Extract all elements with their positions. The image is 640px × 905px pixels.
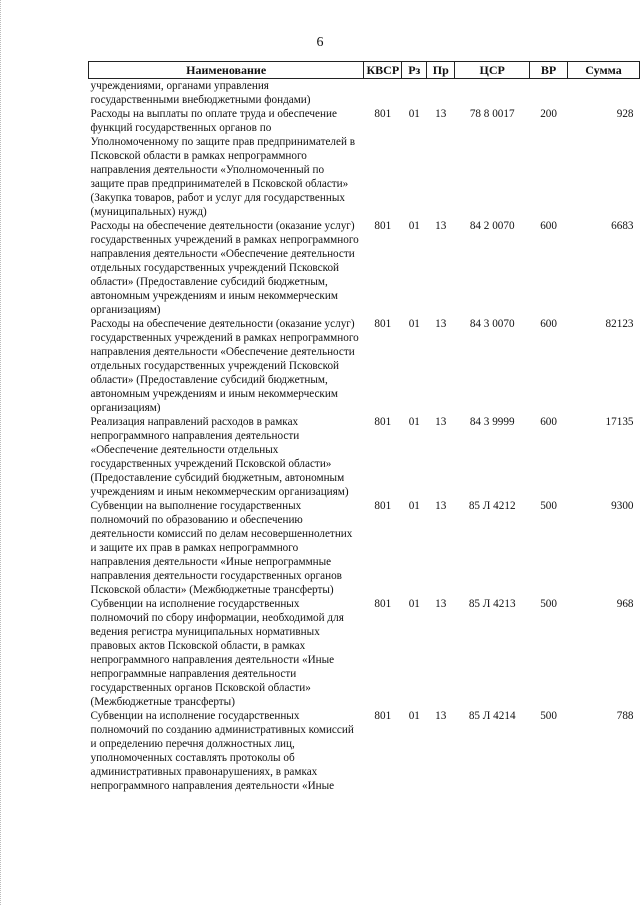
table-row bbox=[89, 107, 640, 219]
header-pr: Пр bbox=[427, 62, 455, 79]
table-row bbox=[89, 317, 640, 415]
row-rz: 01 bbox=[408, 318, 420, 330]
row-kvsr: 801 bbox=[374, 500, 392, 512]
row-csr: 84 3 0070 bbox=[469, 318, 515, 330]
table-row bbox=[89, 79, 640, 108]
row-vr: 500 bbox=[540, 598, 557, 610]
row-csr: 85 Л 4213 bbox=[468, 598, 516, 610]
row-rz: 01 bbox=[408, 710, 420, 722]
scan-edge bbox=[0, 0, 4, 905]
header-rz: Рз bbox=[402, 62, 427, 79]
row-name: Расходы на обеспечение деятельности (оказание услуг) государственных учреждений в рамках непрограммного направления деятельности «Обеспечение деятельности отдельных государственных учреждений Псковской области» (Предоставление субсидий бюджетным, автономным учреждениям и иным некоммерческим организациям) bbox=[90, 318, 359, 414]
row-kvsr bbox=[364, 79, 402, 108]
table-row bbox=[89, 415, 640, 499]
page-number: 6 bbox=[316, 35, 324, 50]
row-pr: 13 bbox=[435, 710, 447, 722]
table-row bbox=[89, 219, 640, 317]
header-kvsr: КВСР bbox=[364, 62, 402, 79]
row-rz bbox=[402, 79, 427, 108]
row-rz: 01 bbox=[408, 500, 420, 512]
table-header-row bbox=[89, 62, 640, 79]
row-sum: 9300 bbox=[611, 500, 634, 512]
row-sum bbox=[568, 79, 640, 108]
row-rz: 01 bbox=[408, 108, 420, 120]
row-pr: 13 bbox=[435, 598, 447, 610]
row-sum: 928 bbox=[616, 108, 634, 120]
table-row bbox=[89, 709, 640, 793]
row-pr: 13 bbox=[435, 220, 447, 232]
budget-table bbox=[88, 61, 640, 793]
row-pr: 13 bbox=[435, 416, 447, 428]
row-kvsr: 801 bbox=[374, 220, 392, 232]
table-row bbox=[89, 597, 640, 709]
row-pr: 13 bbox=[435, 108, 447, 120]
row-sum: 6683 bbox=[611, 220, 634, 232]
row-csr: 85 Л 4214 bbox=[468, 710, 516, 722]
row-name: Расходы на обеспечение деятельности (оказание услуг) государственных учреждений в рамках непрограммного направления деятельности «Обеспечение деятельности отдельных государственных учреждений Псковской области» (Предоставление субсидий бюджетным, автономным учреждениям и иным некоммерческим организациям) bbox=[90, 220, 359, 316]
row-name: Субвенции на выполнение государственных полномочий по образованию и обеспечению деятельности комиссий по делам несовершеннолетних и защите их прав в рамках непрограммного направления деятельности «Иные непрограммные направления деятельности государственных органов Псковской области» (Межбюджетные трансферты) bbox=[90, 500, 353, 596]
header-name: Наименование bbox=[89, 62, 364, 79]
row-rz: 01 bbox=[408, 220, 420, 232]
row-pr bbox=[427, 79, 455, 108]
header-csr: ЦСР bbox=[455, 62, 530, 79]
row-csr: 84 3 9999 bbox=[469, 416, 515, 428]
row-sum: 968 bbox=[616, 598, 634, 610]
row-vr: 600 bbox=[540, 416, 557, 428]
row-vr bbox=[530, 79, 568, 108]
row-rz: 01 bbox=[408, 598, 420, 610]
row-sum: 17135 bbox=[605, 416, 634, 428]
row-vr: 600 bbox=[540, 318, 557, 330]
header-sum: Сумма bbox=[568, 62, 640, 79]
row-sum: 788 bbox=[616, 710, 634, 722]
row-name: учреждениями, органами управления государственными внебюджетными фондами) bbox=[90, 80, 311, 106]
row-pr: 13 bbox=[435, 500, 447, 512]
row-csr bbox=[455, 79, 530, 108]
row-kvsr: 801 bbox=[374, 416, 392, 428]
header-vr: ВР bbox=[530, 62, 568, 79]
row-vr: 200 bbox=[540, 108, 557, 120]
row-vr: 500 bbox=[540, 500, 557, 512]
table-row bbox=[89, 499, 640, 597]
row-sum: 82123 bbox=[605, 318, 634, 330]
row-name: Субвенции на исполнение государственных полномочий по сбору информации, необходимой для ведения регистра муниципальных нормативных правовых актов Псковской области, в рамках непрограммного направления деятельности «Иные непрограммные направления деятельности государственных органов Псковской области» (Межбюджетные трансферты) bbox=[90, 598, 344, 708]
row-vr: 600 bbox=[540, 220, 557, 232]
row-vr: 500 bbox=[540, 710, 557, 722]
row-rz: 01 bbox=[408, 416, 420, 428]
row-kvsr: 801 bbox=[374, 598, 392, 610]
row-csr: 84 2 0070 bbox=[469, 220, 515, 232]
row-kvsr: 801 bbox=[374, 318, 392, 330]
row-name: Реализация направлений расходов в рамках непрограммного направления деятельности «Обеспечение деятельности отдельных государственных учреждений Псковской области» (Предоставление субсидий бюджетным, автономным учреждениям и иным некоммерческим организациям) bbox=[90, 416, 349, 498]
row-csr: 78 8 0017 bbox=[469, 108, 515, 120]
row-name: Субвенции на исполнение государственных полномочий по созданию административных комиссий и определению перечня должностных лиц, уполномоченных составлять протоколы об административных правонарушениях, в рамках непрограммного направления деятельности «Иные bbox=[90, 710, 354, 792]
row-kvsr: 801 bbox=[374, 710, 392, 722]
row-pr: 13 bbox=[435, 318, 447, 330]
row-name: Расходы на выплаты по оплате труда и обеспечение функций государственных органов по Уполномоченному по защите прав предпринимателей в Псковской области в рамках непрограммного направления деятельности «Уполномоченный по защите прав предпринимателей в Псковской области» (Закупка товаров, работ и услуг для государственных (муниципальных) нужд) bbox=[90, 108, 356, 218]
row-csr: 85 Л 4212 bbox=[468, 500, 516, 512]
row-kvsr: 801 bbox=[374, 108, 392, 120]
